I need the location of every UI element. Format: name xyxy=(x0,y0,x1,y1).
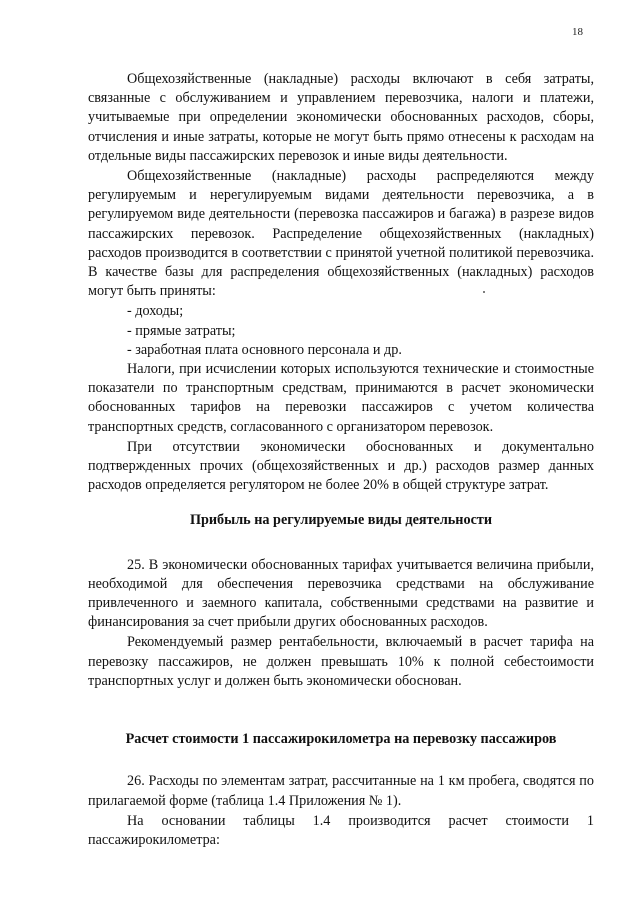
paragraph-taxes: Налоги, при исчислении которых используются технические и стоимостные показатели по транспортным средствам, принимаются в расчет экономически обоснованных тарифов на перевозки пассажиров с учетом количества транспортных средств, согласованного с организатором перевозок. xyxy=(88,361,594,435)
paragraph-overhead-distribution: Общехозяйственные (накладные) расходы распределяются между регулируемым и нерегулируемым видами деятельности перевозчика, а в регулируемом виде деятельности (перевозка пассажиров и багажа) в разрезе видов пассажирских перевозок. Распределение общехозяйственных (накладных) расходов производится в соответствии с принятой учетной политикой перевозчика. В качестве базы для распределения общехозяйственных (накладных) расходов могут быть приняты: xyxy=(88,168,594,300)
list-item-direct-costs: - прямые затраты; xyxy=(127,322,236,339)
paragraph-profitability: Рекомендуемый размер рентабельности, включаемый в расчет тарифа на перевозку пассажиров, не должен превышать 10% к полной себестоимости транспортных услуг и должен быть экономически обоснован. xyxy=(88,634,594,689)
heading-profit: Прибыль на регулируемые виды деятельности xyxy=(189,512,493,529)
scan-speck xyxy=(483,291,485,293)
list-item-income: - доходы; xyxy=(127,303,184,320)
document-body xyxy=(88,70,594,851)
list-item-salary: - заработная плата основного персонала и др. xyxy=(127,341,402,358)
paragraph-other-costs-limit: При отсутствии экономически обоснованных и документально подтвержденных прочих (общехозяйственных и др.) расходов размер данных расходов определяется регулятором не более 20% в общей структуре затрат. xyxy=(88,438,594,494)
paragraph-cost-basis: На основании таблицы 1.4 производится расчет стоимости 1 пассажирокилометра: xyxy=(88,812,594,848)
paragraph-profit-25: 25. В экономически обоснованных тарифах учитывается величина прибыли, необходимой для обеспечения перевозчика средствами на обслуживание привлеченного и заемного капитала, собственными средствами на развитие и финансирования за счет прибыли других обоснованных расходов. xyxy=(88,556,594,631)
heading-cost-calculation: Расчет стоимости 1 пассажирокилометра на перевозку пассажиров xyxy=(125,731,557,748)
paragraph-cost-26: 26. Расходы по элементам затрат, рассчитанные на 1 км пробега, сводятся по прилагаемой форме (таблица 1.4 Приложения № 1). xyxy=(88,773,594,809)
paragraph-overhead-definition: Общехозяйственные (накладные) расходы включают в себя затраты, связанные с обслуживанием и управлением перевозчика, налоги и платежи, учитываемые при определении экономически обоснованных расходов, сборы, отчисления и иные затраты, которые не могут быть прямо отнесены к расходам на отдельные виды пассажирских перевозок и иные виды деятельности. xyxy=(88,71,594,164)
page-number: 18 xyxy=(572,26,583,38)
